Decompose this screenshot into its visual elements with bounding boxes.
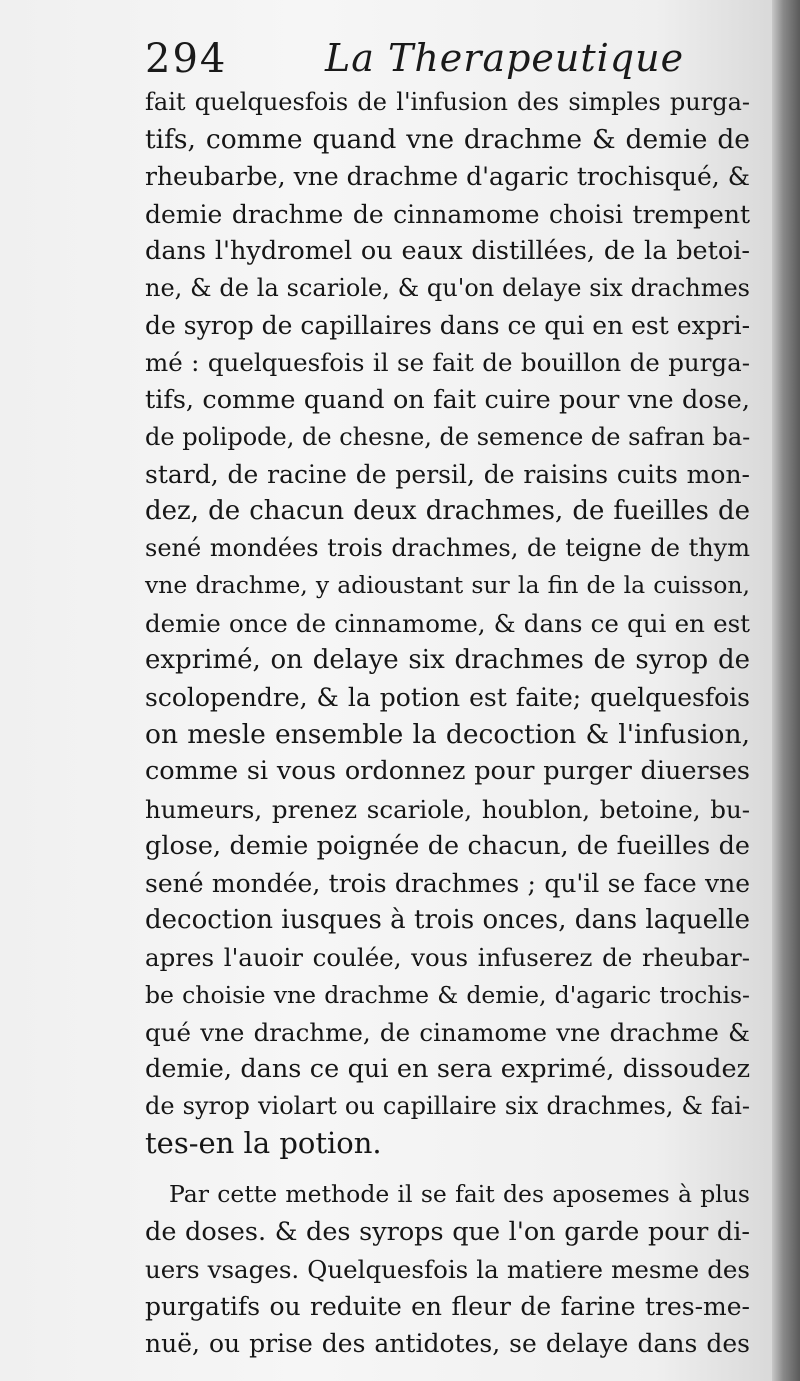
body-text xyxy=(145,84,750,1362)
text-line: rheubarbe, vne drachme d'agaric trochisqué, & xyxy=(145,162,750,192)
text-line: mé : quelquesfois il se fait de bouillon de purga- xyxy=(145,348,750,378)
text-line: decoction iusques à trois onces, dans laquelle xyxy=(145,905,750,936)
text-line: on mesle ensemble la decoction & l'infusion, xyxy=(145,719,750,751)
text-line: stard, de racine de persil, de raisins cuits mon- xyxy=(145,459,750,489)
text-line: sené mondées trois drachmes, de teigne de thym xyxy=(145,534,750,563)
text-line: be choisie vne drachme & demie, d'agaric trochis- xyxy=(145,980,750,1009)
text-line: ne, & de la scariole, & qu'on delaye six drachmes xyxy=(145,273,750,302)
text-line: demie drachme de cinnamome choisi trempent xyxy=(145,199,750,229)
text-line: uers vsages. Quelquesfois la matiere mesme des xyxy=(145,1254,750,1284)
text-line: fait quelquesfois de l'infusion des simples purga- xyxy=(145,88,750,116)
paragraph-1 xyxy=(145,84,750,1162)
text-line: de doses. & des syrops que l'on garde pour di- xyxy=(145,1216,750,1247)
text-line: dans l'hydromel ou eaux distillées, de la betoi- xyxy=(145,235,750,266)
text-line: purgatifs ou reduite en fleur de farine tres-me- xyxy=(145,1292,750,1321)
text-line: sené mondée, trois drachmes ; qu'il se face vne xyxy=(145,868,750,898)
text-line: de syrop violart ou capillaire six drachmes, & fai- xyxy=(145,1092,750,1121)
text-line: de polipode, de chesne, de semence de safran ba- xyxy=(145,422,751,451)
text-line: Par cette methode il se fait des aposemes à plus xyxy=(169,1180,750,1209)
text-line: scolopendre, & la potion est faite; quelquesfois xyxy=(145,683,750,712)
text-line: tes-en la potion. xyxy=(145,1126,382,1161)
text-line: demie, dans ce qui en sera exprimé, dissoudez xyxy=(145,1053,750,1084)
paragraph-2 xyxy=(145,1176,750,1362)
text-line: nuë, ou prise des antidotes, se delaye dans des xyxy=(145,1329,750,1359)
page-header xyxy=(145,32,765,82)
text-line: dez, de chacun deux drachmes, de fueilles de xyxy=(145,496,750,527)
text-line: tifs, comme quand on fait cuire pour vne dose, xyxy=(145,384,750,415)
page-number: 294 xyxy=(145,36,228,82)
text-line: exprimé, on delaye six drachmes de syrop de xyxy=(145,644,750,675)
text-line: apres l'auoir coulée, vous infuserez de rheubar- xyxy=(145,943,750,973)
text-line: glose, demie poignée de chacun, de fueilles de xyxy=(145,830,750,861)
page-edge-shadow xyxy=(772,0,800,1381)
text-line: demie once de cinnamome, & dans ce qui en est xyxy=(145,608,750,638)
text-line: de syrop de capillaires dans ce qui en est expri- xyxy=(145,311,751,341)
running-title: La Therapeutique xyxy=(325,36,685,80)
text-line: tifs, comme quand vne drachme & demie de xyxy=(145,124,750,156)
text-line: vne drachme, y adioustant sur la fin de la cuisson, xyxy=(145,571,750,600)
text-line: qué vne drachme, de cinamome vne drachme & xyxy=(145,1017,750,1047)
text-line: humeurs, prenez scariole, houblon, betoine, bu- xyxy=(145,794,750,824)
text-line: comme si vous ordonnez pour purger diuerses xyxy=(145,756,750,787)
